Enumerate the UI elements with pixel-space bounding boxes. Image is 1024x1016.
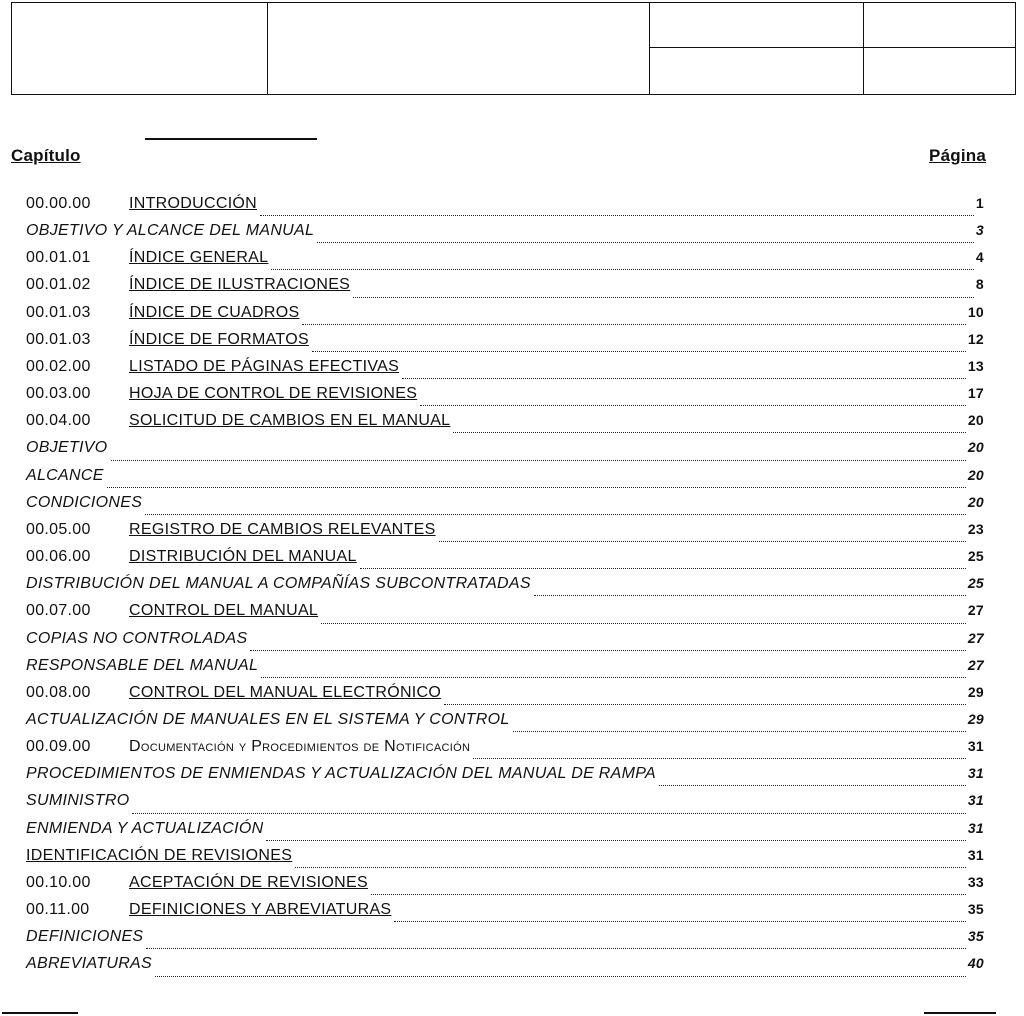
dot-leader bbox=[321, 623, 966, 624]
toc-entry-page: 13 bbox=[967, 357, 984, 374]
toc-entry-number: 00.08.00 bbox=[26, 683, 91, 701]
dot-leader bbox=[394, 921, 965, 922]
dot-leader bbox=[302, 324, 965, 325]
toc-entry-number: 00.01.02 bbox=[26, 276, 91, 294]
dot-leader bbox=[371, 894, 966, 895]
dot-leader bbox=[353, 297, 974, 298]
toc-entry-page: 12 bbox=[967, 330, 984, 347]
dot-leader bbox=[420, 405, 966, 406]
toc-entry-number: 00.01.03 bbox=[26, 303, 91, 321]
toc-entry[interactable] bbox=[26, 955, 984, 982]
toc-entry[interactable] bbox=[26, 249, 984, 276]
dot-leader bbox=[146, 948, 965, 949]
toc-entry-number: 00.05.00 bbox=[26, 520, 91, 538]
toc-entry-title: CONDICIONES bbox=[26, 493, 143, 511]
toc-entry-number: 00.04.00 bbox=[26, 412, 91, 430]
page-column-heading: Página bbox=[929, 146, 986, 165]
toc-entry-page: 8 bbox=[975, 276, 984, 293]
dot-leader bbox=[439, 541, 966, 542]
dot-leader bbox=[513, 731, 966, 732]
dot-leader bbox=[534, 595, 966, 596]
toc-entry-page: 27 bbox=[967, 656, 984, 673]
toc-entry-page: 1 bbox=[975, 195, 984, 211]
toc-entry-page: 35 bbox=[967, 928, 984, 945]
toc-entry-number: 00.01.03 bbox=[26, 330, 91, 348]
toc-entry-number: 00.00.00 bbox=[26, 195, 91, 212]
toc-entry-title: OBJETIVO bbox=[26, 439, 108, 457]
toc-entry[interactable] bbox=[26, 304, 984, 331]
dot-leader bbox=[453, 432, 965, 433]
toc-entry-page: 35 bbox=[967, 901, 984, 918]
toc-entry-title: HOJA DE CONTROL DE REVISIONES bbox=[129, 385, 418, 403]
toc-entry-title: REGISTRO DE CAMBIOS RELEVANTES bbox=[129, 520, 436, 538]
toc-entry-page: 33 bbox=[967, 873, 984, 890]
toc-entry[interactable] bbox=[26, 711, 984, 738]
dot-leader bbox=[132, 813, 965, 814]
toc-entry-title: DEFINICIONES Y ABREVIATURAS bbox=[129, 901, 392, 919]
toc-entry-title: ÍNDICE GENERAL bbox=[129, 249, 269, 267]
toc-entry-page: 29 bbox=[967, 683, 984, 700]
header-meta-cell bbox=[650, 48, 864, 95]
toc-entry-number: 00.03.00 bbox=[26, 385, 91, 403]
toc-entry[interactable] bbox=[26, 684, 984, 711]
toc-entry-title: SOLICITUD DE CAMBIOS EN EL MANUAL bbox=[129, 412, 451, 430]
document-header-table bbox=[11, 2, 1016, 95]
toc-entry-title: DEFINICIONES bbox=[26, 928, 144, 946]
dot-leader bbox=[360, 568, 966, 569]
toc-entry-title: IDENTIFICACIÓN DE REVISIONES bbox=[26, 846, 293, 864]
toc-entry[interactable] bbox=[26, 412, 984, 439]
header-title-cell bbox=[268, 3, 650, 95]
header-logo-cell bbox=[12, 3, 268, 95]
toc-entry[interactable] bbox=[26, 358, 984, 385]
toc-entry-number: 00.10.00 bbox=[26, 873, 91, 891]
toc-entry[interactable] bbox=[26, 874, 984, 901]
toc-entry-title: COPIAS NO CONTROLADAS bbox=[26, 629, 248, 647]
toc-entry-page: 27 bbox=[967, 602, 984, 619]
dot-leader bbox=[145, 514, 966, 515]
toc-entry[interactable] bbox=[26, 276, 984, 303]
toc-entry[interactable] bbox=[26, 820, 984, 847]
toc-entry-page: 20 bbox=[967, 439, 984, 456]
toc-entry[interactable] bbox=[26, 385, 984, 412]
toc-entry-title: Documentación y Procedimientos de Notificación bbox=[129, 738, 471, 756]
toc-entry-title: PROCEDIMIENTOS DE ENMIENDAS Y ACTUALIZACIÓN DEL MANUAL DE RAMPA bbox=[26, 765, 656, 783]
section-title-rule bbox=[145, 138, 317, 140]
table-of-contents bbox=[26, 195, 984, 983]
toc-entry-title: CONTROL DEL MANUAL bbox=[129, 602, 319, 620]
dot-leader bbox=[402, 378, 966, 379]
toc-entry-page: 20 bbox=[967, 466, 984, 483]
footer-rule-left bbox=[2, 1012, 78, 1014]
toc-entry-page: 10 bbox=[967, 303, 984, 320]
toc-entry[interactable] bbox=[26, 222, 984, 249]
dot-leader bbox=[473, 758, 966, 759]
chapter-column-heading: Capítulo bbox=[11, 146, 81, 165]
toc-entry-page: 31 bbox=[967, 819, 984, 836]
toc-entry-page: 23 bbox=[967, 520, 984, 537]
dot-leader bbox=[155, 976, 966, 977]
dot-leader bbox=[271, 269, 974, 270]
dot-leader bbox=[659, 785, 966, 786]
toc-entry-title: INTRODUCCIÓN bbox=[129, 195, 258, 212]
dot-leader bbox=[107, 487, 966, 488]
toc-entry-title: ACTUALIZACIÓN DE MANUALES EN EL SISTEMA Y CONTROL bbox=[26, 710, 510, 728]
toc-entry[interactable] bbox=[26, 439, 984, 466]
dot-leader bbox=[111, 460, 966, 461]
toc-entry-page: 29 bbox=[967, 710, 984, 727]
toc-entry-page: 31 bbox=[967, 846, 984, 863]
toc-entry-page: 20 bbox=[967, 493, 984, 510]
toc-entry-page: 31 bbox=[967, 765, 984, 782]
toc-entry[interactable] bbox=[26, 901, 984, 928]
toc-entry[interactable] bbox=[26, 331, 984, 358]
toc-entry-page: 17 bbox=[967, 385, 984, 402]
toc-entry-title: CONTROL DEL MANUAL ELECTRÓNICO bbox=[129, 683, 442, 701]
toc-entry-page: 27 bbox=[967, 629, 984, 646]
toc-entry[interactable] bbox=[26, 195, 984, 222]
toc-entry[interactable] bbox=[26, 575, 984, 602]
toc-entry-title: DISTRIBUCIÓN DEL MANUAL A COMPAÑÍAS SUBCONTRATADAS bbox=[26, 575, 531, 593]
toc-entry-title: ÍNDICE DE CUADROS bbox=[129, 303, 300, 321]
toc-entry-title: ENMIENDA Y ACTUALIZACIÓN bbox=[26, 819, 264, 837]
toc-entry-title: ÍNDICE DE FORMATOS bbox=[129, 330, 309, 348]
toc-entry-page: 25 bbox=[967, 575, 984, 592]
toc-entry-page: 31 bbox=[967, 738, 984, 755]
dot-leader bbox=[295, 867, 966, 868]
toc-entry[interactable] bbox=[26, 630, 984, 657]
toc-entry-page: 40 bbox=[967, 955, 984, 972]
toc-entry[interactable] bbox=[26, 928, 984, 955]
toc-entry-number: 00.11.00 bbox=[26, 901, 90, 919]
toc-entry[interactable] bbox=[26, 765, 984, 792]
header-meta-cell bbox=[650, 3, 864, 48]
toc-entry[interactable] bbox=[26, 792, 984, 819]
toc-entry-number: 00.02.00 bbox=[26, 357, 91, 375]
toc-entry-title: ACEPTACIÓN DE REVISIONES bbox=[129, 873, 368, 891]
toc-entry[interactable] bbox=[26, 657, 984, 684]
toc-entry[interactable] bbox=[26, 521, 984, 548]
dot-leader bbox=[250, 650, 965, 651]
toc-entry-title: ÍNDICE DE ILUSTRACIONES bbox=[129, 276, 351, 294]
dot-leader bbox=[261, 677, 966, 678]
toc-entry-page: 25 bbox=[967, 548, 984, 565]
toc-entry-number: 00.01.01 bbox=[26, 249, 91, 267]
toc-entry-title: OBJETIVO Y ALCANCE DEL MANUAL bbox=[26, 222, 315, 240]
dot-leader bbox=[317, 242, 974, 243]
toc-entry[interactable] bbox=[26, 738, 984, 765]
toc-entry-page: 31 bbox=[967, 792, 984, 809]
toc-entry-title: ALCANCE bbox=[26, 466, 104, 484]
toc-entry-page: 4 bbox=[975, 249, 984, 266]
toc-entry[interactable] bbox=[26, 548, 984, 575]
header-meta-cell bbox=[864, 3, 1016, 48]
toc-entry[interactable] bbox=[26, 602, 984, 629]
toc-entry-page: 3 bbox=[975, 222, 984, 239]
toc-entry[interactable] bbox=[26, 467, 984, 494]
toc-entry-page: 20 bbox=[967, 412, 984, 429]
toc-entry[interactable] bbox=[26, 494, 984, 521]
toc-entry-number: 00.09.00 bbox=[26, 738, 91, 756]
toc-entry-title: RESPONSABLE DEL MANUAL bbox=[26, 656, 259, 674]
footer-rule-right bbox=[924, 1012, 996, 1014]
dot-leader bbox=[260, 215, 974, 216]
dot-leader bbox=[266, 840, 965, 841]
toc-entry-number: 00.06.00 bbox=[26, 548, 91, 566]
toc-entry-number: 00.07.00 bbox=[26, 602, 91, 620]
toc-entry-title: ABREVIATURAS bbox=[26, 955, 152, 973]
dot-leader bbox=[312, 351, 966, 352]
toc-entry-title: DISTRIBUCIÓN DEL MANUAL bbox=[129, 548, 357, 566]
header-meta-cell bbox=[864, 48, 1016, 95]
dot-leader bbox=[444, 704, 966, 705]
toc-entry-title: SUMINISTRO bbox=[26, 792, 130, 810]
toc-entry[interactable] bbox=[26, 847, 984, 874]
toc-entry-title: LISTADO DE PÁGINAS EFECTIVAS bbox=[129, 357, 400, 375]
